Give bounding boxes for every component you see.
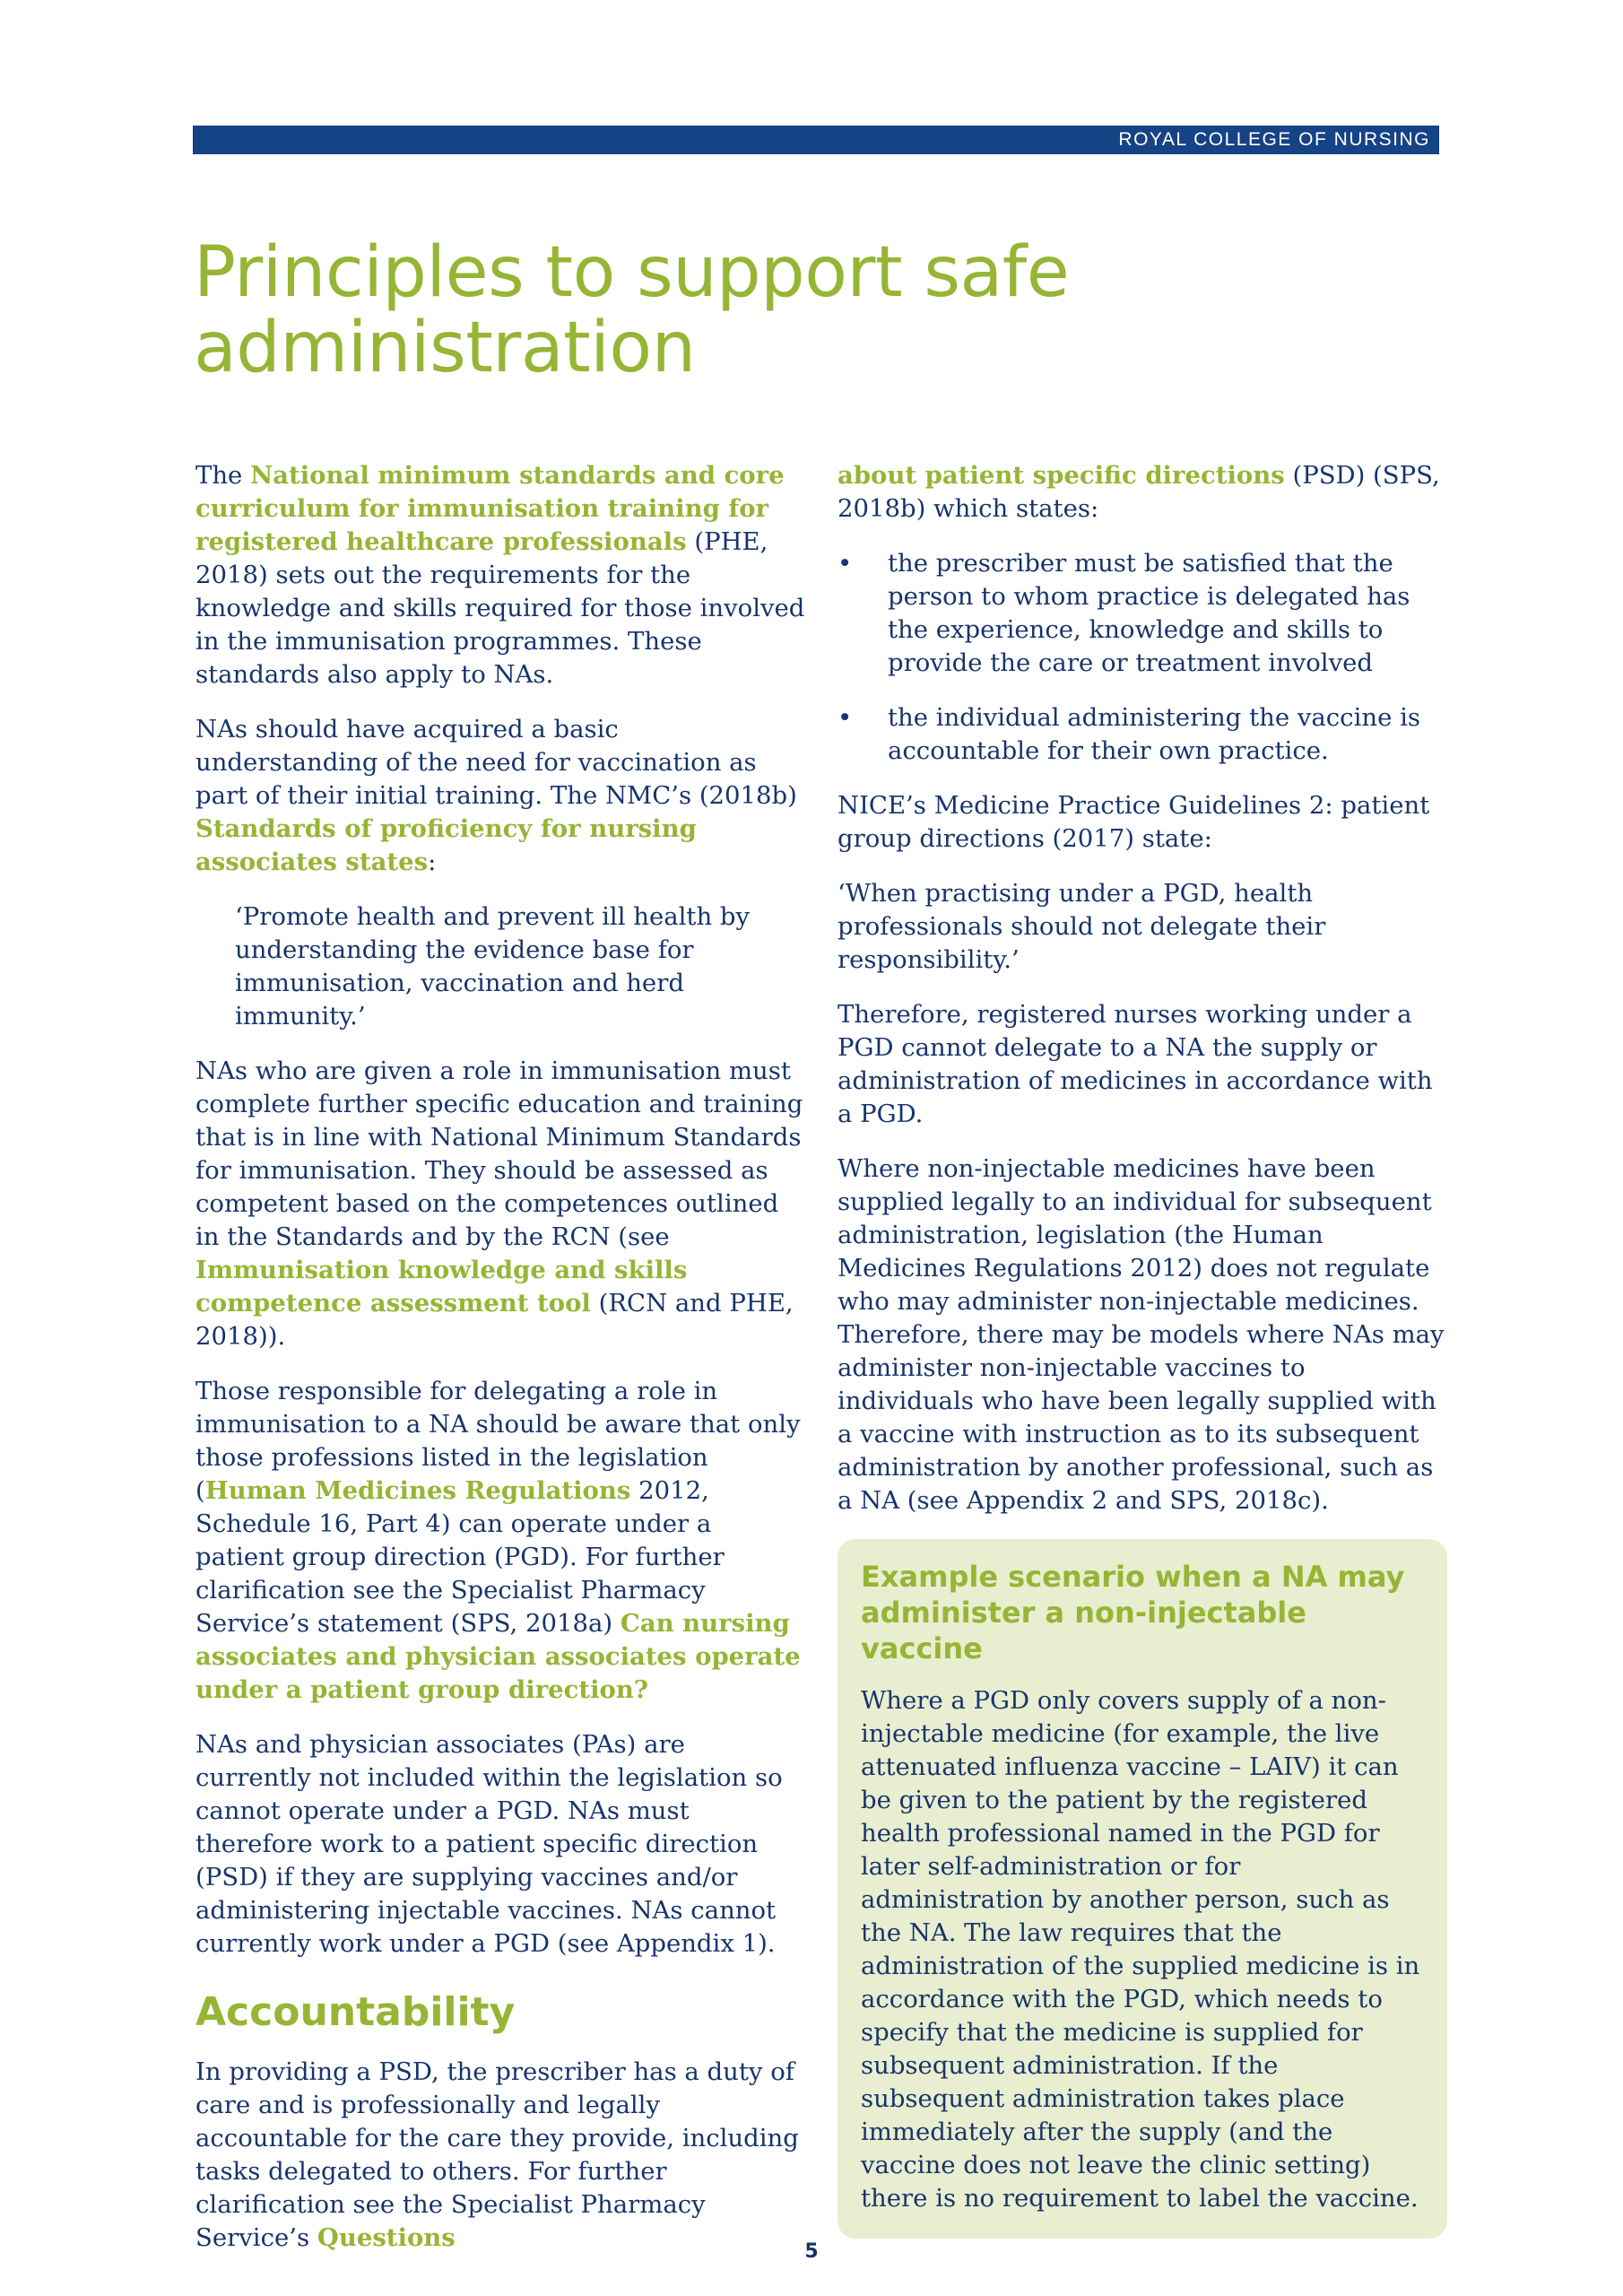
link-questions[interactable]: Questions [317, 2223, 456, 2252]
page-number: 5 [804, 2240, 819, 2263]
paragraph-text: (PSD) (SPS, 2018b) which states: [838, 461, 1440, 523]
organisation-name: ROYAL COLLEGE OF NURSING [1118, 129, 1430, 150]
bullet-icon: • [838, 703, 853, 732]
paragraph-text: Those responsible for delegating a role in immunisation to a NA should be aware that only those professions listed in the legislation ( [195, 1377, 801, 1505]
header-bar [193, 126, 1439, 154]
paragraph-text: NAs should have acquired a basic understanding of the need for vaccination as part of their initial training. The NMC’s (2018b) [195, 715, 797, 810]
list-item [838, 701, 1447, 768]
right-column [838, 459, 1447, 2239]
paragraph-text: NAs who are given a role in immunisation must complete further specific education and training that is in line with National Minimum Standards for immunisation. They should be assessed as competent based on the competences outlined in the Standards and by the RCN (see [195, 1057, 803, 1251]
paragraph-pgd-exclusion: NAs and physician associates (PAs) are currently not included within the legislation so cannot operate under a PGD. NAs must therefore work to a patient specific direction (PSD) if they are supplying vaccines and/or administering injectable vaccines. NAs cannot currently work under a PGD (see Appendix 1). [195, 1730, 783, 1958]
scenario-body: Where a PGD only covers supply of a non-injectable medicine (for example, the live attenuated influenza vaccine – LAIV) it can be given to the patient by the registered health professional named in the PGD for later self-administration or for administration by another person, such as the NA. The law requires that the administration of the supplied medicine is in accordance with the PGD, which needs to specify that the medicine is supplied for subsequent administration. If the subsequent administration takes place immediately after the supply (and the vaccine does not leave the clinic setting) there is no requirement to label the vaccine. [861, 1686, 1420, 2213]
left-column [195, 459, 805, 2276]
link-competence-assessment-tool[interactable]: Immunisation knowledge and skills competence assessment tool [195, 1256, 688, 1318]
list-item [838, 547, 1447, 680]
quote-nmc: ‘Promote health and prevent ill health by understanding the evidence base for immunisation, vaccination and herd immunity.’ [235, 902, 751, 1031]
paragraph-text: 2012, Schedule 16, Part 4) can operate under a patient group direction (PGD). For further clarification see the Specialist Pharmacy Service’s statement (SPS, 2018a) [195, 1476, 725, 1638]
link-standards-of-proficiency[interactable]: Standards of proficiency for nursing associates states [195, 814, 697, 876]
link-about-patient-specific-directions[interactable]: about patient specific directions [838, 461, 1285, 490]
paragraph-further-education [195, 1055, 805, 1353]
paragraph-text: In providing a PSD, the prescriber has a duty of care and is professionally and legally accountable for the care they provide, including tasks delegated to others. For further clarification see the Specialist Pharmacy Service’s [195, 2057, 799, 2252]
bullet-icon: • [838, 549, 853, 578]
paragraph-text: : [428, 848, 437, 876]
paragraph-text: (RCN and PHE, 2018)). [195, 1289, 794, 1351]
paragraph-psd [838, 459, 1447, 526]
link-human-medicines-regulations[interactable]: Human Medicines Regulations [204, 1476, 631, 1505]
bullet-text: the prescriber must be satisfied that the person to whom practice is delegated has the experience, knowledge and skills to provide the care or treatment involved [888, 549, 1410, 677]
paragraph-standards [195, 459, 805, 691]
example-scenario-box [838, 1539, 1447, 2239]
bullet-text: the individual administering the vaccine is accountable for their own practice. [888, 703, 1421, 765]
link-can-nursing-associates-operate[interactable]: Can nursing associates and physician associates operate under a patient group direction? [195, 1609, 801, 1704]
scenario-title: Example scenario when a NA may administer a non-injectable vaccine [861, 1560, 1405, 1665]
paragraph-text: (PHE, 2018) sets out the requirements for the knowledge and skills required for those involved in the immunisation programmes. These standards also apply to NAs. [195, 527, 805, 689]
link-national-minimum-standards[interactable]: National minimum standards and core curriculum for immunisation training for registered healthcare professionals [195, 461, 785, 556]
page-title: Principles to support safe administration [194, 232, 1070, 388]
paragraph-nice-guidelines: NICE’s Medicine Practice Guidelines 2: patient group directions (2017) state: [838, 791, 1430, 853]
paragraph-delegating [195, 1375, 805, 1707]
paragraph-non-injectable: Where non-injectable medicines have been supplied legally to an individual for subsequent administration, legislation (the Human Medicines Regulations 2012) does not regulate who may administer non-injectable medicines. Therefore, there may be models where NAs may administer non-injectable vaccines to individuals who have been legally supplied with a vaccine with instruction as to its subsequent administration by another professional, such as a NA (see Appendix 2 and SPS, 2018c). [838, 1154, 1445, 1515]
paragraph-text: The [195, 461, 251, 490]
bullet-list [838, 547, 1447, 768]
accountability-heading: Accountability [195, 1989, 516, 2035]
paragraph-accountability [195, 2056, 805, 2255]
quote-nice: ‘When practising under a PGD, health professionals should not delegate their responsibility.’ [838, 879, 1326, 974]
paragraph-basic-understanding [195, 713, 805, 879]
paragraph-cannot-delegate: Therefore, registered nurses working under a PGD cannot delegate to a NA the supply or administration of medicines in accordance with a PGD. [838, 1000, 1433, 1128]
